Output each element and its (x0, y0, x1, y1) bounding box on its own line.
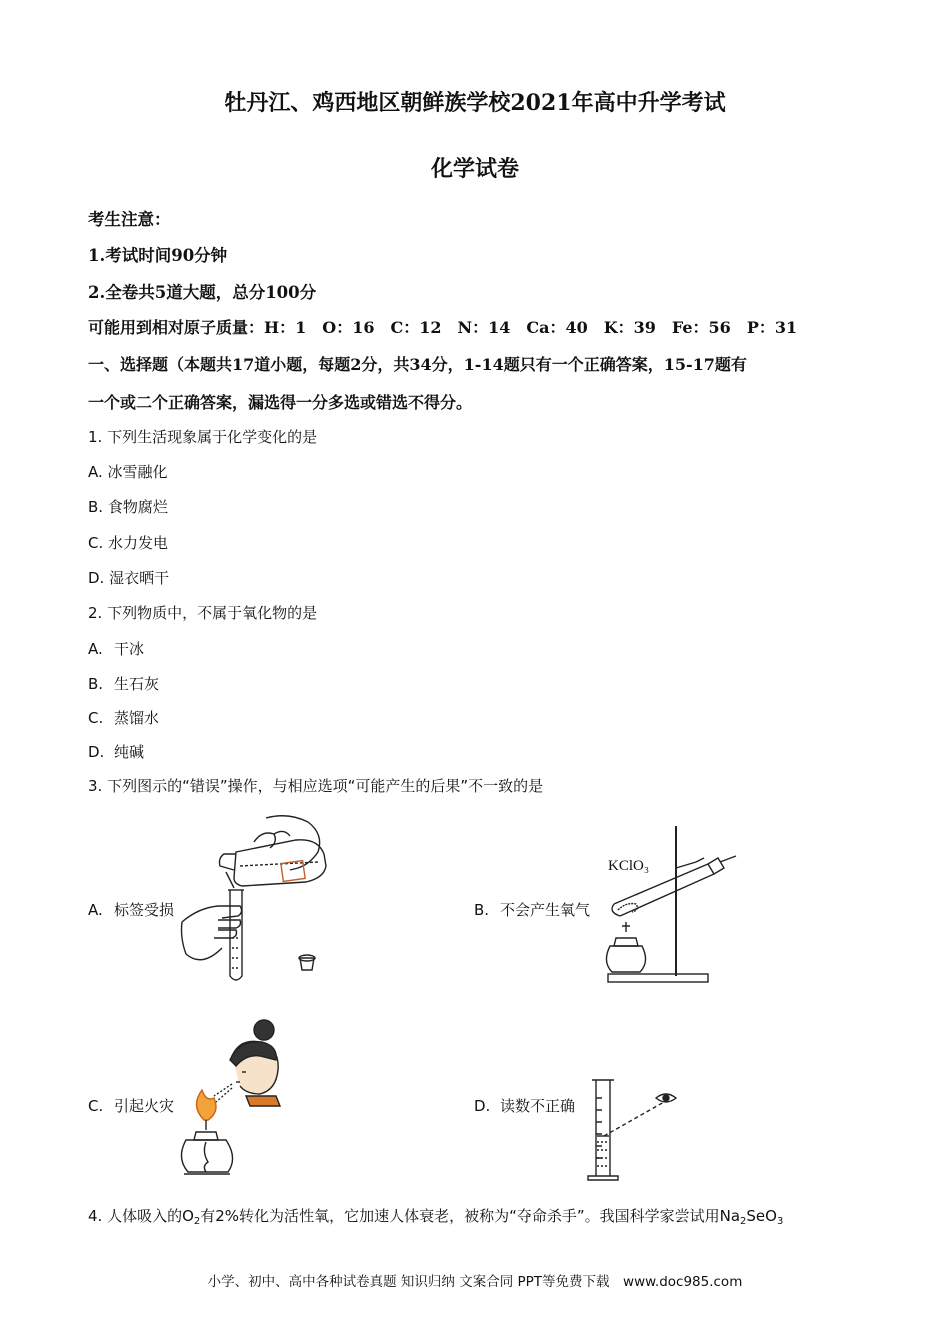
atomic-masses: 可能用到相对原子质量：H：1 O：16 C：12 N：14 Ca：40 K：39 Fe：56 P：31 (88, 318, 798, 337)
question-1-option-b: B. 食物腐烂 (88, 498, 168, 516)
graduated-cylinder-figure (586, 1076, 686, 1188)
page-title: 牡丹江、鸡西地区朝鲜族学校2021年高中升学考试 (224, 90, 726, 116)
question-2-option-d: D. 纯碱 (88, 743, 145, 761)
question-3-option-c: C. 引起火灾 (88, 1097, 175, 1115)
question-1-option-a: A. 冰雪融化 (88, 463, 168, 481)
page-footer: 小学、初中、高中各种试卷真题 知识归纳 文案合同 PPT等免费下载 www.doc985.com (207, 1274, 743, 1290)
section-1-heading: 一、选择题（本题共17道小题，每题2分，共34分，1-14题只有一个正确答案，15-17题有 (88, 355, 747, 374)
question-2-option-c: C. 蒸馏水 (88, 709, 160, 727)
question-3-option-b: B. 不会产生氧气 (474, 901, 591, 919)
question-2-option-a: A. 干冰 (88, 640, 145, 658)
question-1-option-c: C. 水力发电 (88, 534, 169, 552)
kclo3-heating-figure (596, 822, 746, 988)
notice-item-2: 2.全卷共5道大题，总分100分 (88, 283, 317, 302)
question-1-stem: 1. 下列生活现象属于化学变化的是 (88, 428, 318, 446)
question-2-option-b: B. 生石灰 (88, 675, 160, 693)
question-3-stem: 3. 下列图示的“错误”操作，与相应选项“可能产生的后果”不一致的是 (88, 777, 544, 795)
page-subtitle: 化学试卷 (430, 156, 519, 182)
notice-item-1: 1.考试时间90分钟 (88, 246, 228, 265)
blowing-lamp-figure (180, 1016, 290, 1184)
question-1-option-d: D. 湿衣晒干 (88, 569, 170, 587)
section-1-heading-cont: 一个或二个正确答案，漏选得一分多选或错选不得分。 (88, 393, 473, 412)
question-3-option-d: D. 读数不正确 (474, 1097, 576, 1115)
question-4-stem: 4. 人体吸入的$O_2$有2%转化为活性氧，它加速人体衰老，被称为“夺命杀手”。我国科学家尝试用$Na_2SeO_3$ (88, 1207, 784, 1227)
question-2-stem: 2. 下列物质中，不属于氧化物的是 (88, 604, 318, 622)
pouring-liquid-figure (178, 808, 348, 988)
question-3-option-a: A. 标签受损 (88, 901, 175, 919)
notice-heading: 考生注意： (88, 210, 171, 229)
kclo3-label: KClO₃ (608, 858, 650, 874)
